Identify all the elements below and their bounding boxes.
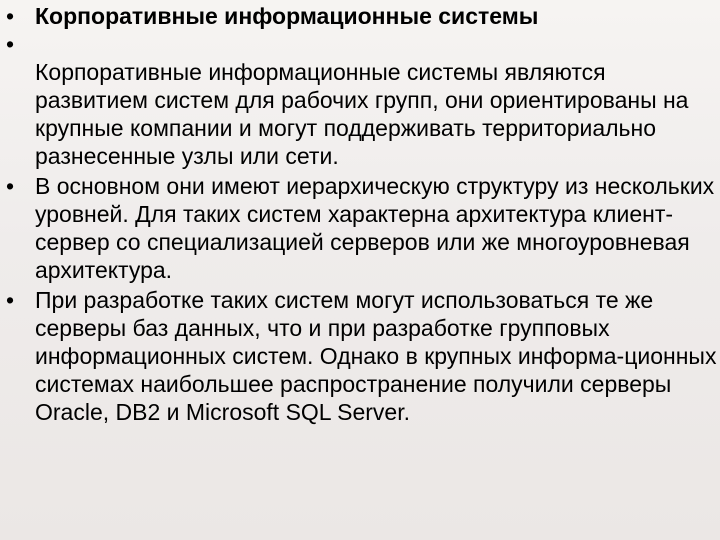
bullet-list xyxy=(6,2,718,426)
bullet-title-text: Корпоративные информационные системы xyxy=(35,3,539,29)
bullet-item-servers xyxy=(6,286,718,426)
bullet-item-definition xyxy=(6,58,718,170)
bullet-marker: • xyxy=(6,3,15,29)
bullet-item-title xyxy=(6,2,718,30)
bullet-item-empty xyxy=(6,30,718,58)
bullet-servers-text: При разработке таких систем могут использоваться те же серверы баз данных, что и при разработке групповых информационных систем. Однако в крупных информа-ционных системах наибольшее распространение получили серверы Oracle, DB2 и Microsoft SQL Server. xyxy=(35,287,717,425)
bullet-structure-text: В основном они имеют иерархическую структуру из нескольких уровней. Для таких систем характерна архитектура клиент-сервер со специализацией серверов или же многоуровневая архитектура. xyxy=(35,173,715,283)
bullet-marker: • xyxy=(6,31,15,57)
bullet-item-structure xyxy=(6,172,718,284)
bullet-marker: • xyxy=(6,173,15,199)
bullet-marker: • xyxy=(6,287,15,313)
bullet-definition-text: Корпоративные информационные системы являются развитием систем для рабочих групп, они ориентированы на крупные компании и могут поддерживать территориально разнесенные узлы или сети. xyxy=(35,59,689,169)
